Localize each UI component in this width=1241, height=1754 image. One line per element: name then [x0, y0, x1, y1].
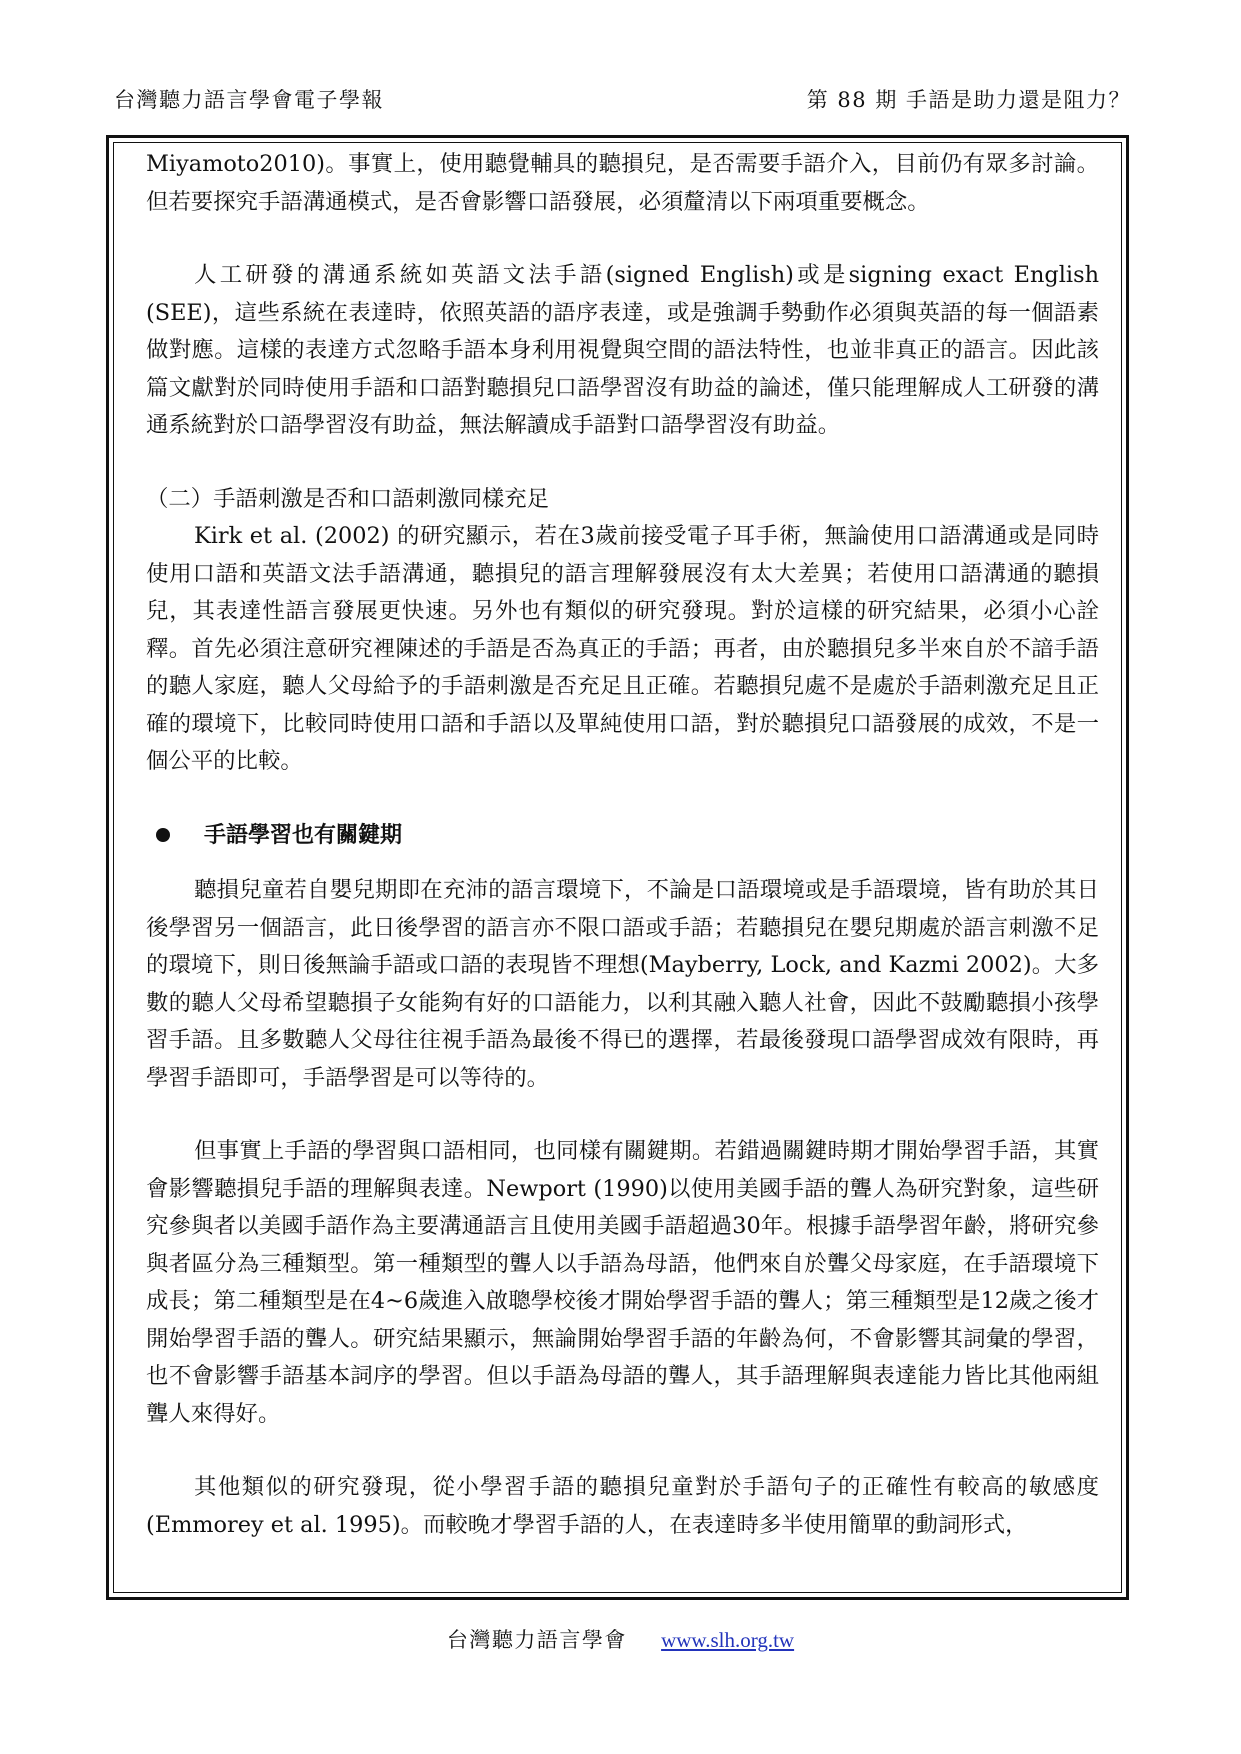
page-footer	[0, 1624, 1241, 1654]
page-header	[110, 84, 1131, 114]
journal-name: 台灣聽力語言學會電子學報	[114, 88, 384, 112]
spacer	[146, 1433, 1099, 1469]
paragraph: Kirk et al. (2002) 的研究顯示，若在3歲前接受電子耳手術，無論使用口語溝通或是同時使用口語和英語文法手語溝通，聽損兒的語言理解發展沒有太大差異；若使用口語溝通的聽損兒，其表達性語言發展更快速。另外也有類似的研究發現。對於這樣的研究結果，必須小心詮釋。首先必須注意研究裡陳述的手語是否為真正的手語；再者，由於聽損兒多半來自於不諳手語的聽人家庭，聽人父母給予的手語刺激是否充足且正確。若聽損兒處不是處於手語刺激充足且正確的環境下，比較同時使用口語和手語以及單純使用口語，對於聽損兒口語發展的成效，不是一個公平的比較。	[146, 523, 1099, 774]
paragraph: Miyamoto2010)。事實上，使用聽覺輔具的聽損兒，是否需要手語介入，目前仍有眾多討論。但若要探究手語溝通模式，是否會影響口語發展，必須釐清以下兩項重要概念。	[146, 151, 1099, 215]
bullet-icon	[156, 828, 170, 842]
spacer	[146, 1097, 1099, 1133]
spacer	[146, 781, 1099, 817]
paragraph: 人工研發的溝通系統如英語文法手語(signed English)或是signing exact English (SEE)，這些系統在表達時，依照英語的語序表達，或是強調手勢動作必須與英語的每一個語素做對應。這樣的表達方式忽略手語本身利用視覺與空間的語法特性，也並非真正的語言。因此該篇文獻對於同時使用手語和口語對聽損兒口語學習沒有助益的論述，僅只能理解成人工研發的溝通系統對於口語學習沒有助益，無法解讀成手語對口語學習沒有助益。	[146, 262, 1099, 438]
paragraph: 但事實上手語的學習與口語相同，也同樣有關鍵期。若錯過關鍵時期才開始學習手語，其實會影響聽損兒手語的理解與表達。Newport (1990)以使用美國手語的聾人為研究對象，這些研究參與者以美國手語作為主要溝通語言且使用美國手語超過30年。根據手語學習年齡，將研究參與者區分為三種類型。第一種類型的聾人以手語為母語，他們來自於聾父母家庭，在手語環境下成長；第二種類型是在4~6歲進入啟聰學校後才開始學習手語的聾人；第三種類型是12歲之後才開始學習手語的聾人。研究結果顯示，無論開始學習手語的年齡為何，不會影響其詞彙的學習，也不會影響手語基本詞序的學習。但以手語為母語的聾人，其手語理解與表達能力皆比其他兩組聾人來得好。	[146, 1138, 1099, 1427]
spacer	[146, 854, 1099, 872]
spacer	[146, 221, 1099, 257]
issue-title: 第 88 期 手語是助力還是阻力？	[806, 88, 1131, 112]
section-heading-text: 手語學習也有關鍵期	[204, 822, 403, 848]
section-heading	[146, 817, 1099, 855]
paragraph: 其他類似的研究發現，從小學習手語的聽損兒童對於手語句子的正確性有較高的敏感度(Emmorey et al. 1995)。而較晚才學習手語的人，在表達時多半使用簡單的動詞形式，	[146, 1474, 1099, 1538]
article-body	[146, 146, 1099, 1544]
spacer	[146, 445, 1099, 481]
footer-website-link[interactable]: www.slh.org.tw	[661, 1628, 795, 1652]
footer-org: 台灣聽力語言學會	[446, 1628, 627, 1652]
subsection-heading: （二）手語刺激是否和口語刺激同樣充足	[146, 485, 550, 512]
paragraph: 聽損兒童若自嬰兒期即在充沛的語言環境下，不論是口語環境或是手語環境，皆有助於其日後學習另一個語言，此日後學習的語言亦不限口語或手語；若聽損兒在嬰兒期處於語言刺激不足的環境下，則日後無論手語或口語的表現皆不理想(Mayberry, Lock, and Kazmi 2002)。大多數的聽人父母希望聽損子女能夠有好的口語能力，以利其融入聽人社會，因此不鼓勵聽損小孩學習手語。且多數聽人父母往往視手語為最後不得已的選擇，若最後發現口語學習成效有限時，再學習手語即可，手語學習是可以等待的。	[146, 877, 1099, 1091]
